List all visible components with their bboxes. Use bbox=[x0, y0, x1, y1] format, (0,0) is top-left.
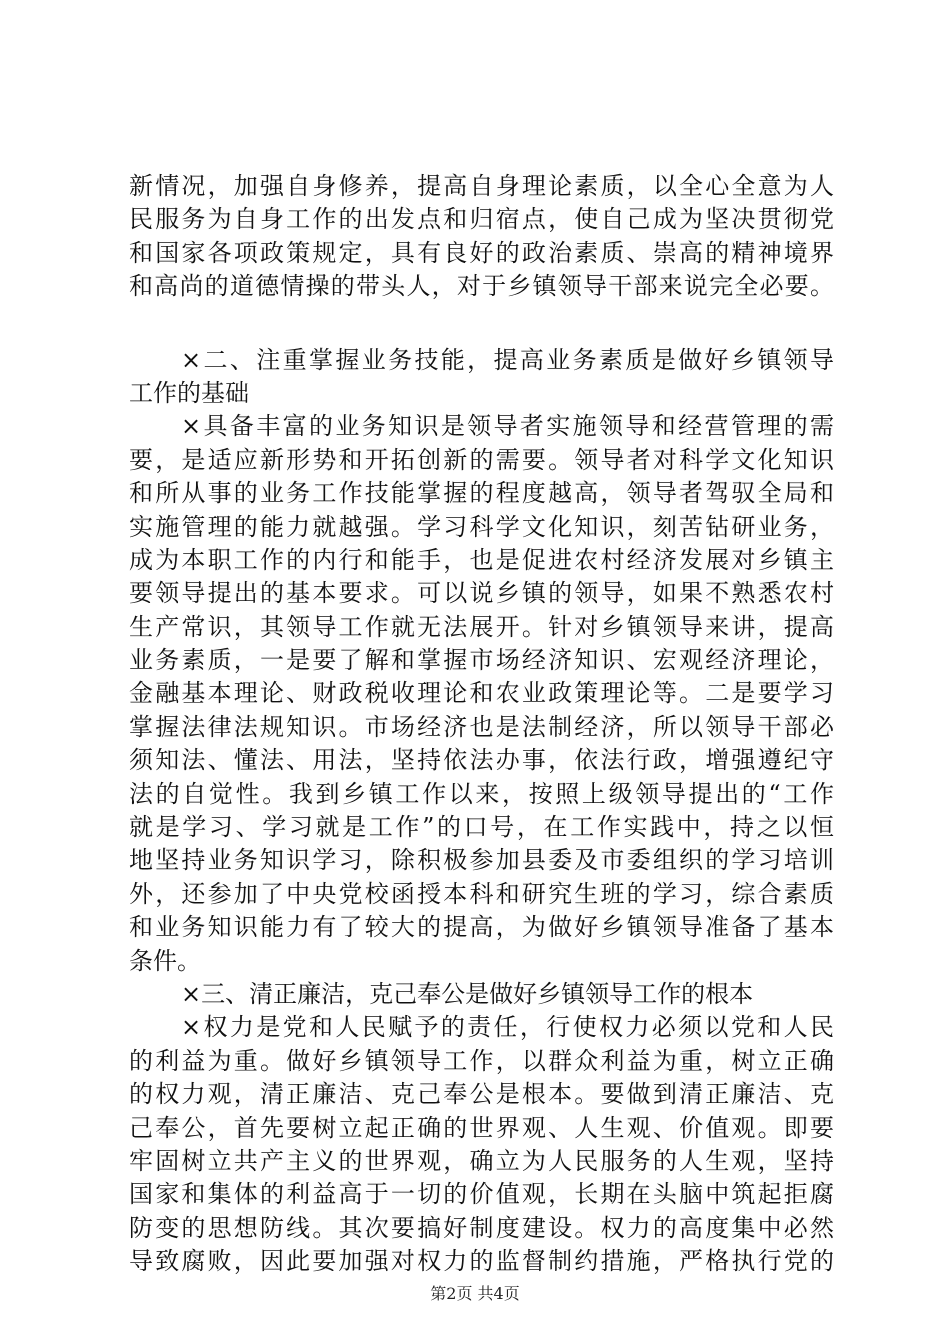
page-number-footer: 第2页 共4页 bbox=[430, 1284, 520, 1303]
text-line: 的利益为重。做好乡镇领导工作，以群众利益为重，树立正确 bbox=[129, 1046, 834, 1075]
text-line: 新情况，加强自身修养，提高自身理论素质，以全心全意为人 bbox=[129, 172, 834, 200]
text-line: 条件。 bbox=[129, 946, 201, 975]
text-line: 防变的思想防线。其次要搞好制度建设。权力的高度集中必然 bbox=[129, 1213, 834, 1242]
heading-line: 工作的基础 bbox=[129, 378, 249, 407]
paragraph-2 bbox=[129, 410, 834, 978]
text-line: 导致腐败，因此要加强对权力的监督制约措施，严格执行党的 bbox=[129, 1247, 834, 1276]
paragraph-1 bbox=[129, 170, 834, 304]
text-line: ×具备丰富的业务知识是领导者实施领导和经营管理的需 bbox=[181, 412, 834, 441]
text-line: 实施管理的能力就越强。学习科学文化知识，刻苦钻研业务， bbox=[129, 512, 834, 541]
text-line: 外，还参加了中央党校函授本科和研究生班的学习，综合素质 bbox=[129, 879, 834, 908]
heading-line: ×二、注重掌握业务技能，提高业务素质是做好乡镇领导 bbox=[181, 345, 834, 374]
text-line: 金融基本理论、财政税收理论和农业政策理论等。二是要学习 bbox=[129, 679, 834, 708]
text-line: 法的自觉性。我到乡镇工作以来，按照上级领导提出的“工作 bbox=[129, 779, 834, 808]
text-line: 生产常识，其领导工作就无法展开。针对乡镇领导来讲，提高 bbox=[129, 612, 834, 641]
text-line: 己奉公，首先要树立起正确的世界观、人生观、价值观。即要 bbox=[129, 1113, 834, 1142]
text-line: 要领导提出的基本要求。可以说乡镇的领导，如果不熟悉农村 bbox=[129, 579, 834, 608]
section-heading-2 bbox=[129, 344, 834, 411]
text-line: 的权力观，清正廉洁、克己奉公是根本。要做到清正廉洁、克 bbox=[129, 1080, 834, 1109]
text-line: ×权力是党和人民赋予的责任，行使权力必须以党和人民 bbox=[181, 1013, 834, 1042]
section-heading-3 bbox=[129, 978, 834, 1011]
paragraph-3 bbox=[129, 1011, 834, 1278]
text-line: 和业务知识能力有了较大的提高，为做好乡镇领导准备了基本 bbox=[129, 913, 834, 942]
text-line: 和国家各项政策规定，具有良好的政治素质、崇高的精神境界 bbox=[129, 238, 834, 267]
text-line: 业务素质，一是要了解和掌握市场经济知识、宏观经济理论， bbox=[129, 646, 834, 675]
text-line: 成为本职工作的内行和能手，也是促进农村经济发展对乡镇主 bbox=[129, 545, 834, 574]
paragraph-gap bbox=[129, 304, 834, 344]
text-line: 和所从事的业务工作技能掌握的程度越高，领导者驾驭全局和 bbox=[129, 479, 834, 508]
text-line: 国家和集体的利益高于一切的价值观，长期在头脑中筑起拒腐 bbox=[129, 1180, 834, 1209]
document-body bbox=[129, 170, 834, 1279]
text-line: 牢固树立共产主义的世界观，确立为人民服务的人生观，坚持 bbox=[129, 1146, 834, 1175]
text-line: 地坚持业务知识学习，除积极参加县委及市委组织的学习培训 bbox=[129, 846, 834, 875]
text-line: 须知法、懂法、用法，坚持依法办事，依法行政，增强遵纪守 bbox=[129, 746, 834, 775]
text-line: 就是学习、学习就是工作”的口号，在工作实践中，持之以恒 bbox=[129, 813, 834, 842]
heading-line: ×三、清正廉洁，克己奉公是做好乡镇领导工作的根本 bbox=[181, 979, 754, 1008]
text-line: 掌握法律法规知识。市场经济也是法制经济，所以领导干部必 bbox=[129, 712, 834, 741]
text-line: 和高尚的道德情操的带头人，对于乡镇领导干部来说完全必要。 bbox=[129, 272, 834, 301]
text-line: 民服务为自身工作的出发点和归宿点，使自己成为坚决贯彻党 bbox=[129, 205, 834, 234]
text-line: 要，是适应新形势和开拓创新的需要。领导者对科学文化知识 bbox=[129, 445, 834, 474]
